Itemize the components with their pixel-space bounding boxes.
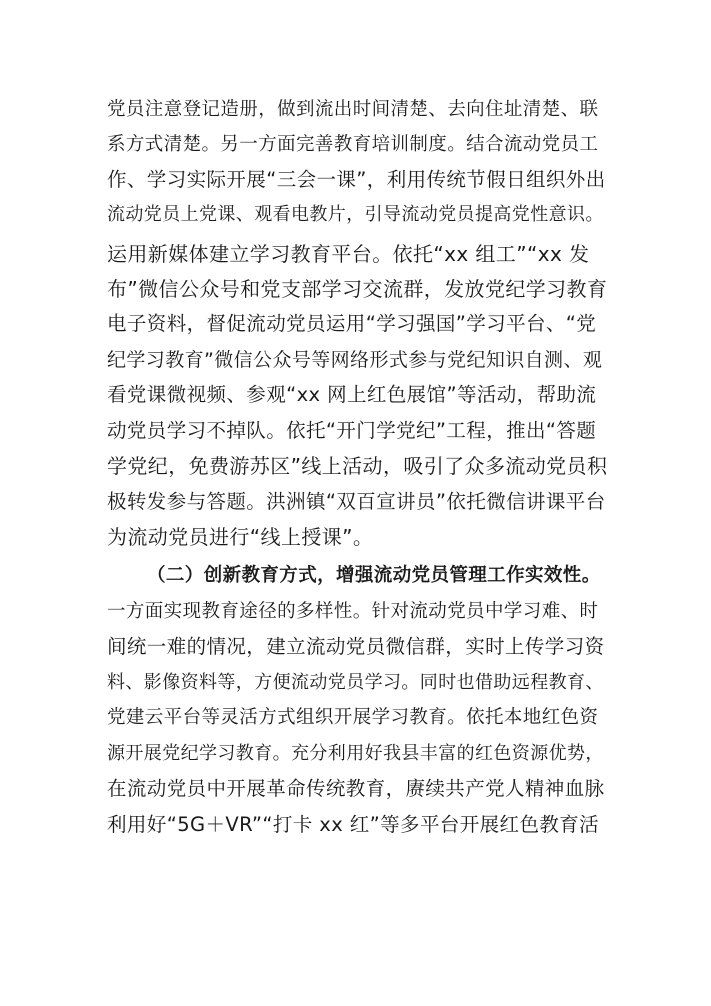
text-line: 纪学习教育”微信公众号等网络形式参与党纪知识自测、观 xyxy=(107,349,603,371)
text-line: 为流动党员进行“线上授课”。 xyxy=(107,525,374,549)
text-line: 极转发参与答题。洪洲镇“双百宣讲员”依托微信讲课平台 xyxy=(107,490,606,513)
text-line: 流动党员上党课、观看电教片，引导流动党员提高党性意识。 xyxy=(107,204,604,225)
text-line: 间统一难的情况，建立流动党员微信群，实时上传学习资 xyxy=(107,635,605,658)
text-line: 运用新媒体建立学习教育平台。依托“xx 组工”“xx 发 xyxy=(107,242,590,266)
section-heading: （二）创新教育方式，增强流动党员管理工作实效性。 xyxy=(147,565,601,586)
text-line: 料、影像资料等，方便流动党员学习。同时也借助远程教育、 xyxy=(107,672,604,693)
text-line: 看党课微视频、参观“xx 网上红色展馆”等活动，帮助流 xyxy=(107,383,597,406)
text-line: 作、学习实际开展“三会一课”，利用传统节假日组织外出 xyxy=(107,168,606,191)
text-line: 源开展党纪学习教育。充分利用好我县丰富的红色资源优势， xyxy=(107,743,604,764)
text-line: 在流动党员中开展革命传统教育，赓续共产党人精神血脉 xyxy=(107,777,605,800)
text-line: 党员注意登记造册，做到流出时间清楚、去向住址清楚、联 xyxy=(107,99,599,120)
text-line: 电子资料，督促流动党员运用“学习强国”学习平台、“党 xyxy=(107,312,597,335)
text-line: 党建云平台等灵活方式组织开展学习教育。依托本地红色资 xyxy=(107,707,599,728)
text-line: 动党员学习不掉队。依托“开门学党纪”工程，推出“答题 xyxy=(107,419,597,442)
text-line: 利用好“5G＋VR”“打卡 xx 红”等多平台开展红色教育活 xyxy=(107,813,600,836)
text-line: 布”微信公众号和党支部学习交流群，发放党纪学习教育 xyxy=(107,277,608,301)
text-line: 一方面实现教育途径的多样性。针对流动党员中学习难、时 xyxy=(107,601,599,622)
text-line: 学党纪，免费游苏区”线上活动，吸引了众多流动党员积 xyxy=(107,454,608,478)
text-line: 系方式清楚。另一方面完善教育培训制度。结合流动党员工 xyxy=(107,134,599,155)
